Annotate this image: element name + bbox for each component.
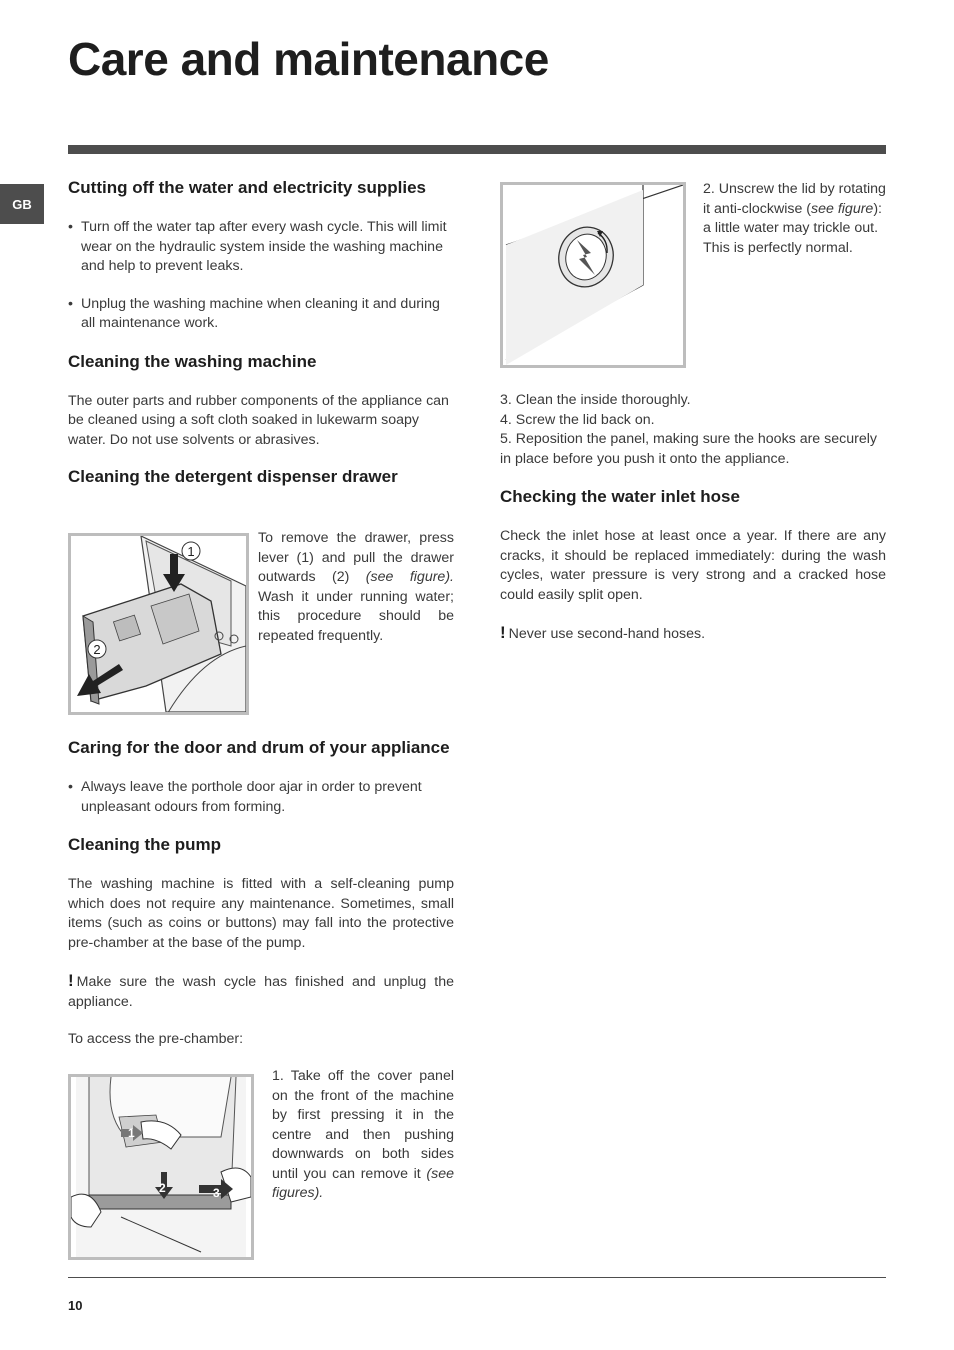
- cover-fig-label-3: 3: [213, 1186, 220, 1200]
- see-figures-ref: (see figures).: [272, 1165, 454, 1201]
- page-number: 10: [68, 1298, 83, 1313]
- list-item: • Turn off the water tap after every wash cycle. This will limit wear on the hydraulic system inside the washing machine and help to prevent leaks.: [68, 218, 454, 277]
- see-figure-ref: (see figure).: [365, 569, 454, 585]
- language-tab: GB: [0, 184, 44, 224]
- section-heading-dispenser: Cleaning the detergent dispenser drawer: [68, 467, 398, 486]
- step5-text: 5. Reposition the panel, making sure the hooks are securely in place before you push it onto the appliance.: [500, 431, 877, 467]
- step2-text-part: ): a little water may trickle out. This is perfectly normal.: [703, 200, 882, 256]
- dispenser-text-part: To remove the drawer, press lever (1) and pull the drawer outwards (2): [258, 530, 454, 585]
- pump-warning: [68, 971, 454, 1012]
- inlet-hose-warning: [500, 623, 886, 645]
- section-heading-supplies: Cutting off the water and electricity supplies: [68, 178, 426, 197]
- pump-warning-text: Make sure the wash cycle has finished and unplug the appliance.: [68, 974, 454, 1010]
- cover-panel-figure: [68, 1074, 254, 1260]
- section-heading-pump: Cleaning the pump: [68, 835, 221, 854]
- pump-lid-illustration: [503, 185, 683, 365]
- see-figure-ref: see figure: [811, 200, 874, 217]
- cover-fig-label-2: 2: [159, 1181, 166, 1195]
- section-heading-inlet-hose: Checking the water inlet hose: [500, 487, 740, 506]
- pre-chamber-intro: To access the pre-chamber:: [68, 1031, 244, 1047]
- pump-text: The washing machine is fitted with a self-cleaning pump which does not require any maintenance. Sometimes, small items (such as coins or buttons) may fall into the protective pre-chamber at the base of the pump.: [68, 876, 454, 951]
- dispenser-drawer-figure: [68, 533, 249, 715]
- section-heading-door-drum: Caring for the door and drum of your appliance: [68, 738, 450, 757]
- list-item: • Always leave the porthole door ajar in order to prevent unpleasant odours from forming.: [68, 778, 454, 817]
- footer-rule: [68, 1277, 886, 1278]
- step1-text: [272, 1067, 454, 1204]
- page-title: Care and maintenance: [68, 33, 549, 85]
- right-column: [500, 391, 886, 645]
- step2-text: [703, 180, 886, 258]
- section-heading-cleaning-machine: Cleaning the washing machine: [68, 351, 317, 371]
- warning-mark: !: [500, 623, 506, 642]
- supplies-list: [68, 218, 454, 334]
- cover-panel-illustration: [71, 1077, 251, 1257]
- step4-text: 4. Screw the lid back on.: [500, 411, 655, 428]
- inlet-hose-text: Check the inlet hose at least once a year. If there are any cracks, it should be replaced immediately: during the wash cycles, water pressure is very strong and a cracked hose could easily split open.: [500, 528, 886, 603]
- dispenser-drawer-illustration: [71, 536, 246, 712]
- left-column: [68, 178, 454, 507]
- dispenser-fig-label-2: 2: [93, 642, 101, 657]
- pump-lid-figure: [500, 182, 686, 368]
- step2-text-part: 2. Unscrew the lid by rotating it anti-clockwise (: [703, 181, 886, 217]
- left-column-lower: [68, 738, 454, 1050]
- door-drum-list: [68, 778, 454, 817]
- step1-text-part: 1. Take off the cover panel on the front of the machine by first pressing it in the centre and then pushing downwards on both sides until you can remove it: [272, 1068, 454, 1182]
- dispenser-fig-label-1: 1: [187, 544, 195, 559]
- cover-fig-label-1: 1: [128, 1126, 135, 1140]
- cleaning-machine-text: The outer parts and rubber components of the appliance can be cleaned using a soft cloth soaked in lukewarm soapy water. Do not use solvents or abrasives.: [68, 392, 449, 448]
- list-item: • Unplug the washing machine when cleaning it and during all maintenance work.: [68, 295, 454, 334]
- inlet-hose-warning-text: Never use second-hand hoses.: [508, 626, 706, 642]
- dispenser-text-part: Wash it under running water; this procedure should be repeated frequently.: [258, 588, 454, 644]
- header-rule: [68, 145, 886, 154]
- step3-text: 3. Clean the inside thoroughly.: [500, 392, 691, 408]
- warning-mark: !: [68, 971, 74, 990]
- dispenser-text: [258, 529, 454, 646]
